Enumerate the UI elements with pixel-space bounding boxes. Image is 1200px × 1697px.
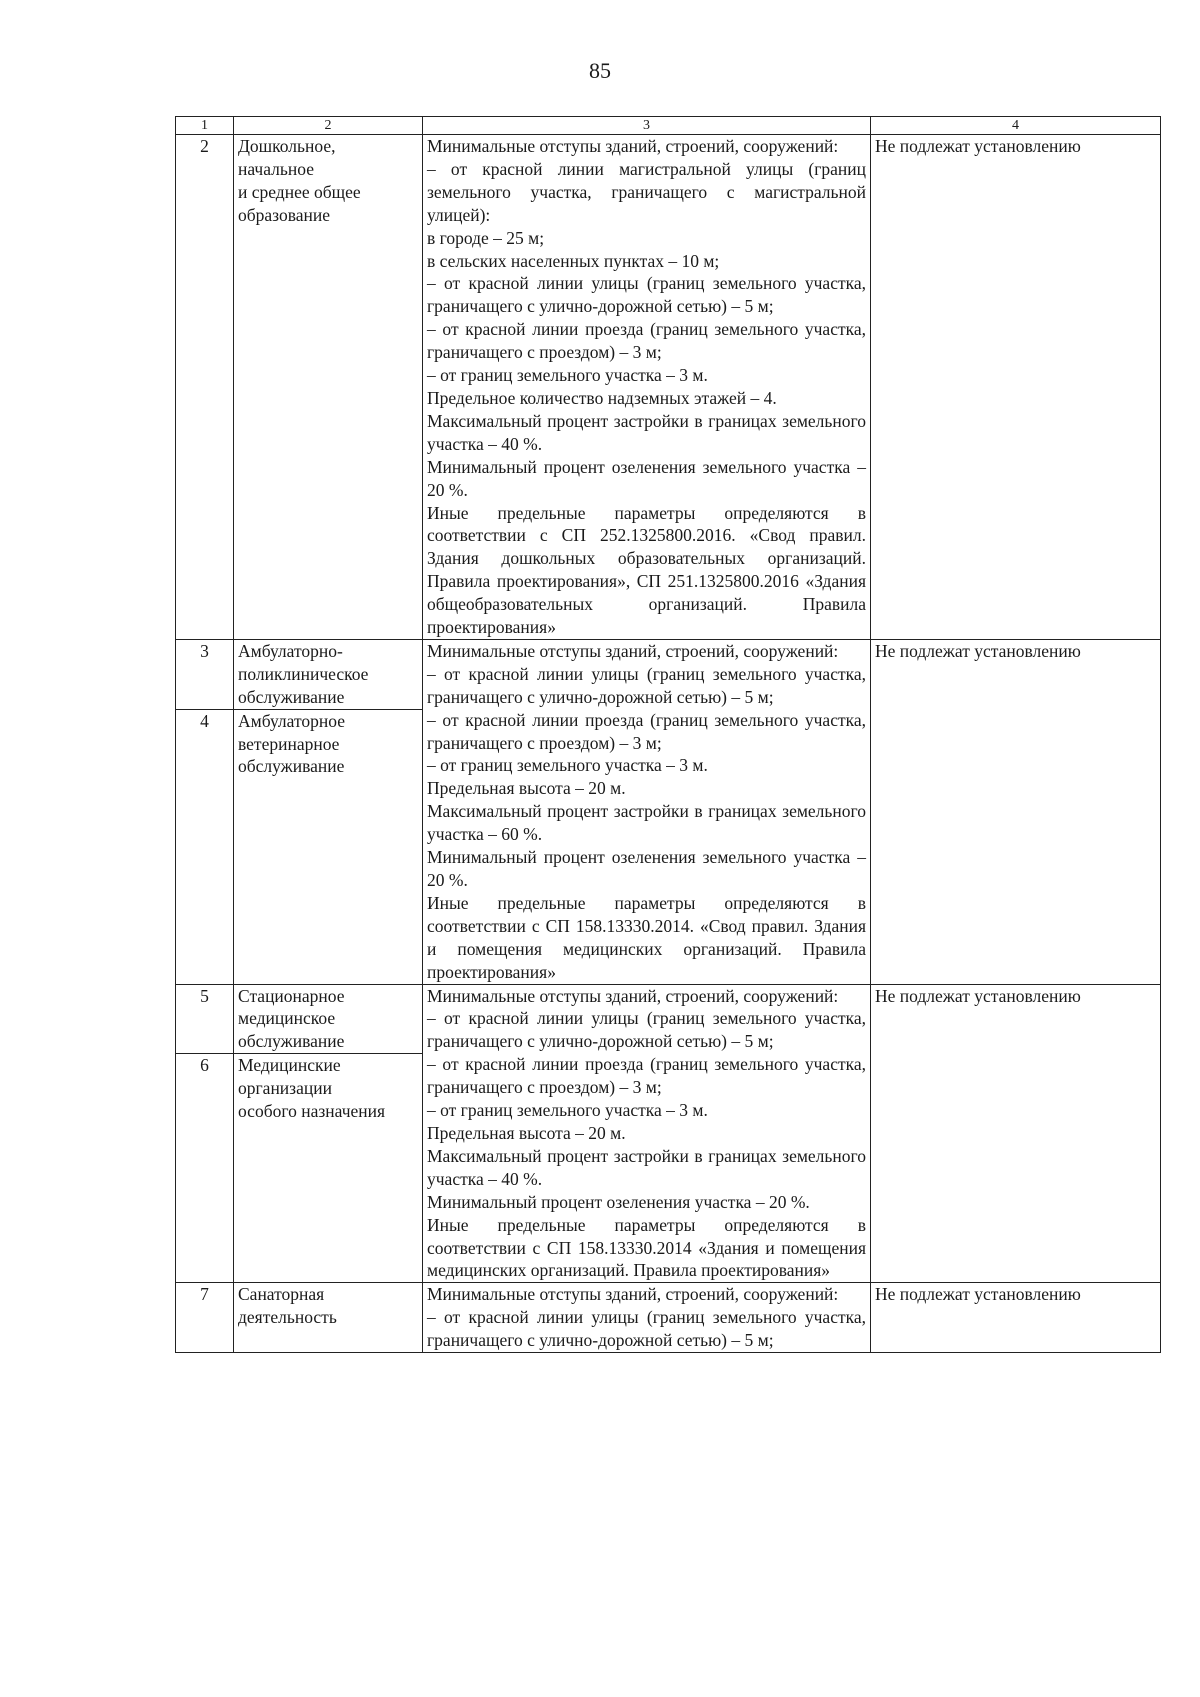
page-number: 85 [589,58,611,83]
table-row [176,135,1161,640]
use-type-name [234,639,423,709]
name-line: Стационарное [238,985,345,1006]
header-cell: 2 [234,117,423,135]
param-line: Максимальный процент застройки в границах земельного участка – 60 %. [427,801,866,845]
table-header-row [176,117,1161,135]
param-line: Минимальный процент озеленения земельного участка – 20 %. [427,456,866,500]
param-line: Минимальный процент озеленения земельного участка – 20 %. [427,847,866,890]
parameters-cell [423,639,871,984]
limit-cell: Не подлежат установлению [871,984,1161,1283]
use-type-name [234,1283,423,1353]
use-type-name [234,984,423,1054]
name-line: деятельность [238,1307,337,1328]
name-line: особого назначения [238,1101,386,1122]
table-row [176,639,1161,709]
name-line: медицинское [238,1008,336,1029]
limit-cell: Не подлежат установлению [871,639,1161,984]
parameters-cell [423,1283,871,1353]
param-line: – от границ земельного участка – 3 м. [427,755,708,776]
param-line: Минимальный процент озеленения участка – 20 %. [427,1191,810,1212]
param-line: Предельная высота – 20 м. [427,1122,626,1143]
param-line: – от красной линии проезда (границ земельного участка, граничащего с проездом) – 3 м; [427,709,866,753]
use-type-name [234,1054,423,1283]
table-row [176,984,1161,1054]
param-line: Иные предельные параметры определяются в соответствии с СП 252.1325800.2016. «Свод правил. Здания дошкольных образовательных организаций. Правила проектирования», СП 251.1325800.2016 «Здания общеобразовательных организаций. Правила проектирования» [427,502,866,638]
parameters-cell [423,135,871,640]
regulations-table [175,116,1161,1353]
limit-cell: Не подлежат установлению [871,1283,1161,1353]
header-cell: 1 [176,117,234,135]
header-cell: 4 [871,117,1161,135]
name-line: Дошкольное, [238,136,336,156]
row-number: 6 [176,1054,234,1283]
name-line: обслуживание [238,756,345,777]
param-line: Предельное количество надземных этажей – 4. [427,387,777,408]
limit-cell: Не подлежат установлению [871,135,1161,640]
row-number: 7 [176,1283,234,1353]
name-line: ветеринарное [238,733,340,754]
row-number: 5 [176,984,234,1054]
name-line: Амбулаторное [238,710,345,731]
param-line: Иные предельные параметры определяются в соответствии с СП 158.13330.2014 «Здания и помещения медицинских организаций. Правила проектирования» [427,1214,866,1281]
parameters-cell [423,984,871,1283]
param-line: Минимальные отступы зданий, строений, сооружений: [427,640,839,661]
table-row [176,1283,1161,1353]
name-line: обслуживание [238,1031,345,1052]
name-line: образование [238,204,331,225]
param-line: Минимальные отступы зданий, строений, сооружений: [427,985,839,1006]
name-line: Амбулаторно- [238,640,343,661]
param-line: – от красной линии проезда (границ земельного участка, граничащего с проездом) – 3 м; [427,1054,866,1098]
name-line: начальное [238,158,314,179]
name-line: обслуживание [238,686,345,707]
header-cell: 3 [423,117,871,135]
param-line: – от красной линии улицы (границ земельного участка, граничащего с улично-дорожной сетью) – 5 м; [427,1008,866,1052]
use-type-name [234,709,423,984]
name-line: Санаторная [238,1284,325,1305]
param-line: – от границ земельного участка – 3 м. [427,1100,708,1121]
param-line: в городе – 25 м; [427,227,545,248]
name-line: поликлиническое [238,663,369,684]
param-line: Максимальный процент застройки в границах земельного участка – 40 %. [427,1145,866,1189]
param-line: Минимальные отступы зданий, строений, сооружений: [427,1284,839,1305]
param-line: – от красной линии улицы (границ земельного участка, граничащего с улично-дорожной сетью) – 5 м; [427,663,866,707]
param-line: Минимальные отступы зданий, строений, сооружений: [427,136,839,156]
param-line: – от красной линии улицы (границ земельного участка, граничащего с улично-дорожной сетью) – 5 м; [427,1307,866,1351]
param-line: – от красной линии магистральной улицы (границ земельного участка, граничащего с магистральной улицей): [427,158,866,225]
row-number: 2 [176,135,234,640]
row-number: 3 [176,639,234,709]
param-line: Иные предельные параметры определяются в соответствии с СП 158.13330.2014. «Свод правил. Здания и помещения медицинских организаций. Правила проектирования» [427,892,866,982]
row-number: 4 [176,709,234,984]
param-line: – от границ земельного участка – 3 м. [427,365,708,386]
name-line: Медицинские [238,1055,341,1076]
param-line: – от красной линии проезда (границ земельного участка, граничащего с проездом) – 3 м; [427,319,866,363]
param-line: – от красной линии улицы (границ земельного участка, граничащего с улично-дорожной сетью) – 5 м; [427,273,866,317]
param-line: Максимальный процент застройки в границах земельного участка – 40 %. [427,410,866,454]
param-line: в сельских населенных пунктах – 10 м; [427,250,720,271]
name-line: организации [238,1078,332,1099]
name-line: и среднее общее [238,181,361,202]
use-type-name [234,135,423,640]
param-line: Предельная высота – 20 м. [427,778,626,799]
